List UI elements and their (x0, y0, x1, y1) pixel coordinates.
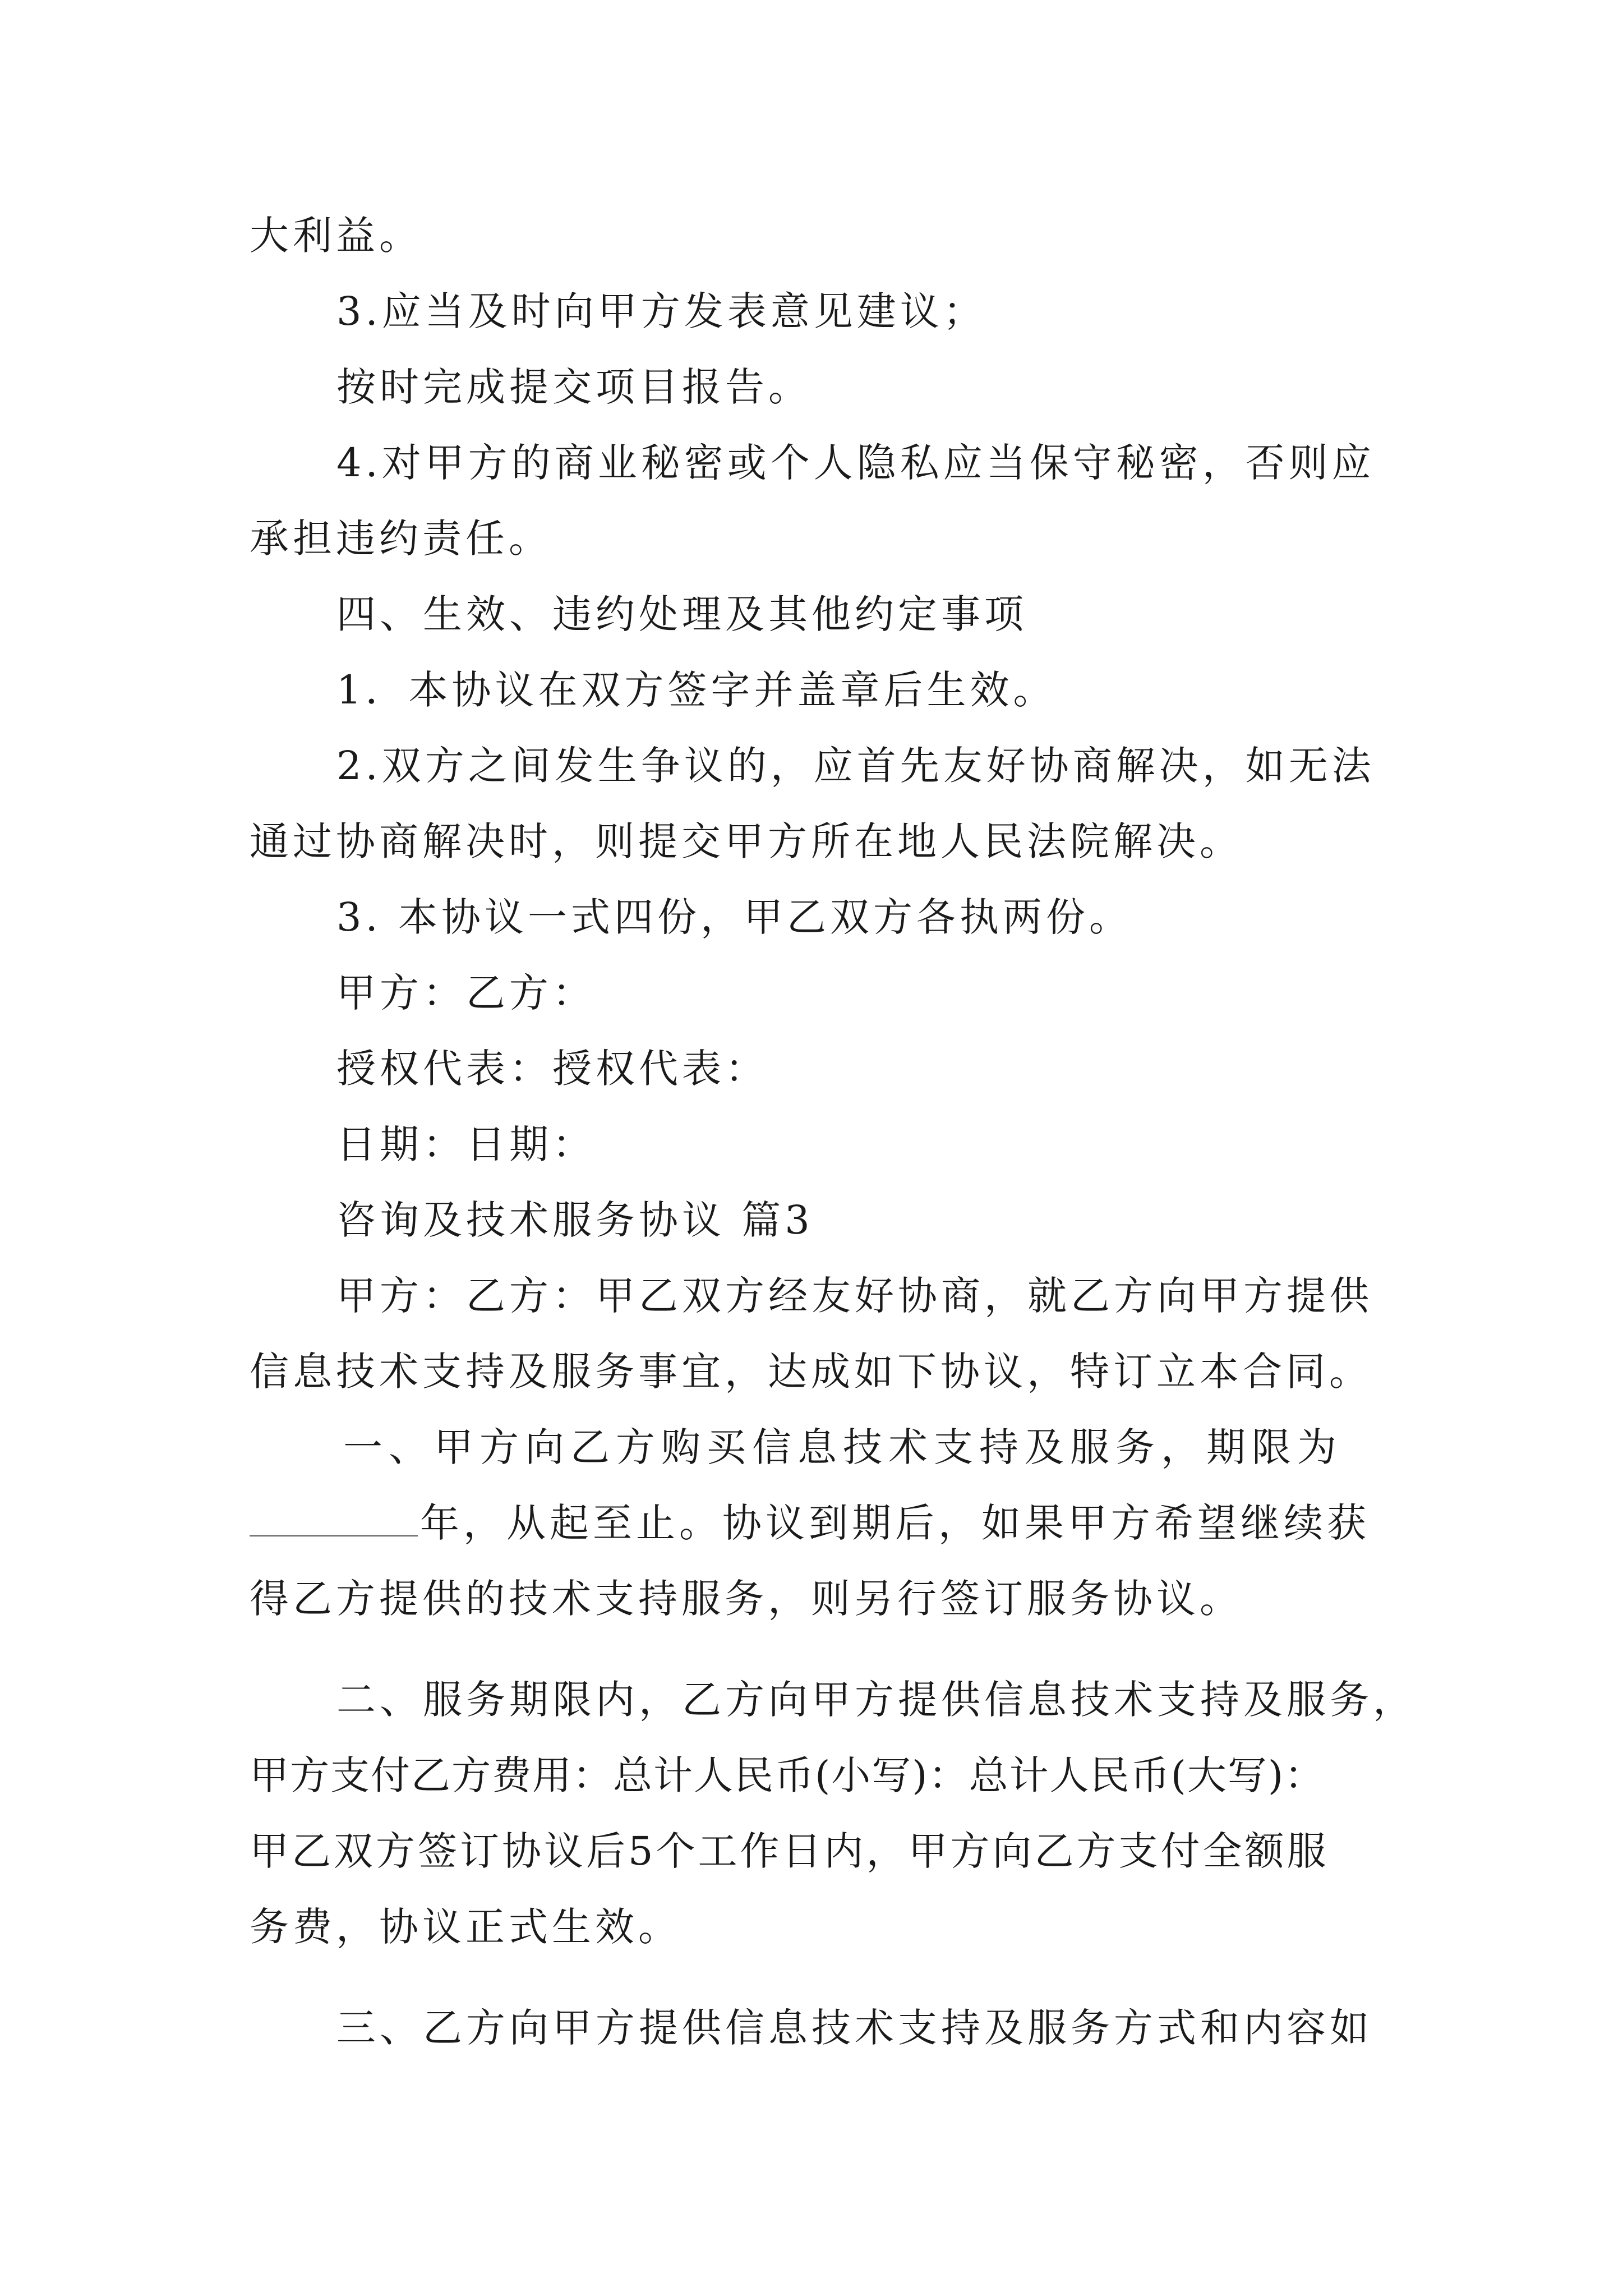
signature-party-line: 甲方：乙方： (336, 970, 596, 1016)
text-line-with-blank (250, 1498, 1370, 1548)
text-line: 通过协商解决时，则提交甲方所在地人民法院解决。 (250, 818, 1243, 864)
text-line: 3. 本协议一式四份，甲乙双方各执两份。 (336, 894, 1133, 940)
text-line: 3.应当及时向甲方发表意见建议； (336, 288, 986, 334)
term-years-blank (250, 1502, 418, 1536)
text-line: 大利益。 (250, 213, 422, 259)
text-line: 甲方：乙方：甲乙双方经友好协商，就乙方向甲方提供 (336, 1273, 1373, 1319)
agreement-title: 咨询及技术服务协议 篇3 (336, 1197, 814, 1243)
text-line: 甲方支付乙方费用：总计人民币(小写)：总计人民币(大写)： (250, 1752, 1325, 1798)
text-line: 承担违约责任。 (250, 516, 552, 562)
text-line: 1．本协议在双方签字并盖章后生效。 (336, 667, 1057, 713)
text-line: 甲乙双方签订协议后5个工作日内，甲方向乙方支付全额服 (250, 1828, 1329, 1874)
text-line: 得乙方提供的技术支持服务，则另行签订服务协议。 (250, 1576, 1243, 1622)
text-fragment: 年，从起至止。协议到期后，如果甲方希望继续获 (420, 1500, 1370, 1546)
text-line: 三、乙方向甲方提供信息技术支持及服务方式和内容如 (336, 2005, 1373, 2051)
section-heading: 四、生效、违约处理及其他约定事项 (336, 591, 1027, 637)
text-line: 2.双方之间发生争议的，应首先友好协商解决，如无法 (336, 743, 1375, 789)
text-line: 二、服务期限内，乙方向甲方提供信息技术支持及服务， (336, 1677, 1416, 1723)
text-line: 按时完成提交项目报告。 (336, 364, 811, 410)
text-line: 务费，协议正式生效。 (250, 1904, 681, 1950)
signature-representative-line: 授权代表：授权代表： (336, 1046, 768, 1092)
text-line: 信息技术支持及服务事宜，达成如下协议，特订立本合同。 (250, 1349, 1372, 1395)
signature-date-line: 日期：日期： (336, 1121, 596, 1167)
text-line: 4.对甲方的商业秘密或个人隐私应当保守秘密，否则应 (336, 440, 1375, 486)
text-line: 一、甲方向乙方购买信息技术支持及服务，期限为 (343, 1424, 1343, 1470)
